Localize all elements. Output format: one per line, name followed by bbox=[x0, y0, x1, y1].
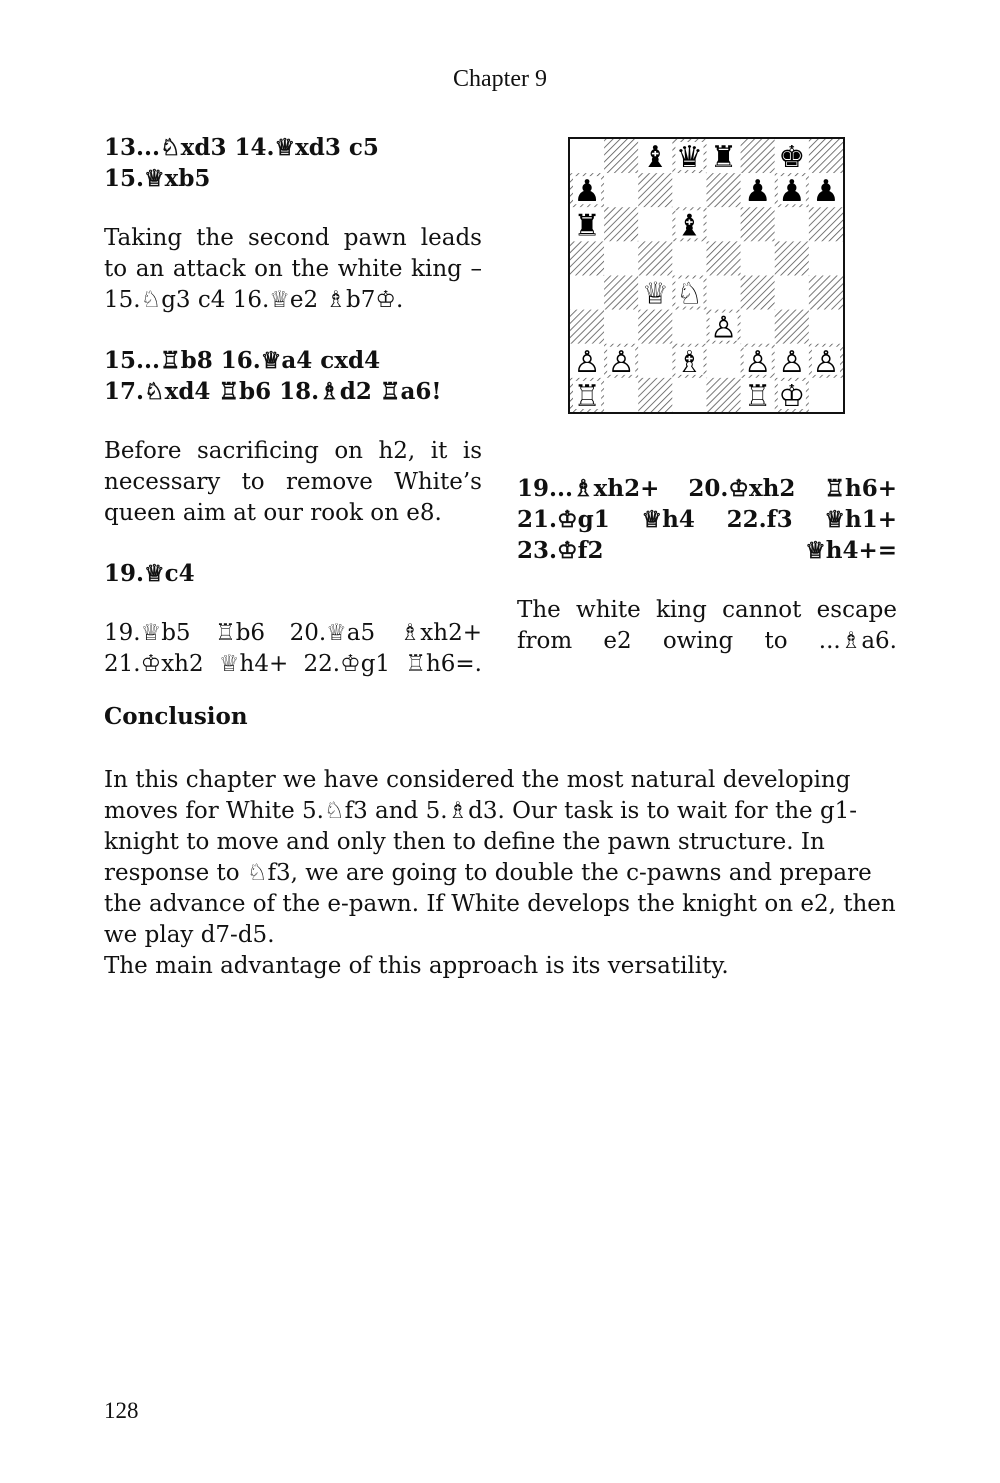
chess-piece-a7: ♟ bbox=[573, 174, 601, 210]
board-square-e7 bbox=[707, 173, 741, 207]
board-square-b5 bbox=[604, 241, 638, 275]
board-square-d7 bbox=[672, 173, 706, 207]
chess-piece-e8: ♜ bbox=[710, 140, 738, 176]
commentary-paragraph: The white king cannot escape from e2 owing to ...♗a6. bbox=[517, 597, 897, 654]
chess-piece-g8: ♚ bbox=[778, 140, 806, 176]
chess-piece-h2: ♙ bbox=[812, 344, 840, 380]
board-square-g3 bbox=[775, 310, 809, 344]
commentary-paragraph: Taking the second pawn leads to an attack on the white king – 15.♘g3 c4 16.♕e2 ♗b7♔. bbox=[104, 225, 482, 313]
board-square-b3 bbox=[604, 310, 638, 344]
conclusion-body bbox=[104, 765, 899, 982]
board-square-d1 bbox=[672, 378, 706, 412]
board-square-a4 bbox=[570, 276, 604, 310]
chess-piece-g7: ♟ bbox=[778, 174, 806, 210]
chess-piece-h7: ♟ bbox=[812, 174, 840, 210]
board-square-b7 bbox=[604, 173, 638, 207]
board-square-e5 bbox=[707, 241, 741, 275]
chess-piece-d4: ♘ bbox=[675, 276, 703, 312]
board-square-g5 bbox=[775, 241, 809, 275]
move-line-19-black: 19...♗xh2+ 20.♔xh2 ♖h6+ 21.♔g1 ♕h4 22.f3 ♕h1+ 23.♔f2 ♕h4+= bbox=[517, 475, 897, 564]
board-square-h4 bbox=[809, 276, 843, 310]
board-square-h8 bbox=[809, 139, 843, 173]
board-square-a8 bbox=[570, 139, 604, 173]
board-square-c2 bbox=[638, 344, 672, 378]
chess-piece-d2: ♗ bbox=[675, 344, 703, 380]
board-square-h6 bbox=[809, 207, 843, 241]
chess-piece-f2: ♙ bbox=[744, 344, 772, 380]
board-square-b4 bbox=[604, 276, 638, 310]
chess-diagram bbox=[568, 137, 845, 414]
board-square-e1 bbox=[707, 378, 741, 412]
chess-piece-g2: ♙ bbox=[778, 344, 806, 380]
chess-piece-d8: ♛ bbox=[675, 140, 703, 176]
chess-board bbox=[570, 139, 843, 412]
board-square-c1 bbox=[638, 378, 672, 412]
variation-paragraph: 19.♕b5 ♖b6 20.♕a5 ♗xh2+ 21.♔xh2 ♕h4+ 22.♔g1 ♖h6=. bbox=[104, 620, 482, 677]
conclusion-paragraph: In this chapter we have considered the most natural developing moves for White 5.♘f3 and 5.♗d3. Our task is to wait for the g1-knight to move and only then to define the pawn structure. In response to ♘f3, we are going to double the c-pawns and prepare the advance of the e-pawn. If White develops the knight on e2, then we play d7-d5. bbox=[104, 767, 896, 948]
chess-piece-c8: ♝ bbox=[641, 140, 669, 176]
move-line-13: 13...♘xd3 14.♕xd3 c5 15.♕xb5 bbox=[104, 134, 379, 192]
board-square-e6 bbox=[707, 207, 741, 241]
board-square-h5 bbox=[809, 241, 843, 275]
board-square-g4 bbox=[775, 276, 809, 310]
board-square-c3 bbox=[638, 310, 672, 344]
board-square-c7 bbox=[638, 173, 672, 207]
chess-piece-a1: ♖ bbox=[573, 378, 601, 412]
board-square-e4 bbox=[707, 276, 741, 310]
board-square-d5 bbox=[672, 241, 706, 275]
left-column bbox=[104, 132, 482, 709]
board-square-f3 bbox=[741, 310, 775, 344]
chess-piece-a6: ♜ bbox=[573, 208, 601, 244]
board-square-f6 bbox=[741, 207, 775, 241]
chess-piece-c4: ♕ bbox=[641, 276, 669, 312]
chess-piece-a2: ♙ bbox=[573, 344, 601, 380]
board-square-f8 bbox=[741, 139, 775, 173]
board-square-c5 bbox=[638, 241, 672, 275]
chess-piece-f7: ♟ bbox=[744, 174, 772, 210]
board-square-b8 bbox=[604, 139, 638, 173]
board-square-e2 bbox=[707, 344, 741, 378]
board-square-h3 bbox=[809, 310, 843, 344]
board-square-f4 bbox=[741, 276, 775, 310]
board-square-b6 bbox=[604, 207, 638, 241]
chapter-header: Chapter 9 bbox=[453, 66, 547, 92]
page-number: 128 bbox=[104, 1398, 139, 1423]
move-line-15: 15...♖b8 16.♕a4 cxd4 17.♘xd4 ♖b6 18.♗d2 ♖a6! bbox=[104, 347, 442, 405]
chess-piece-d6: ♝ bbox=[675, 208, 703, 244]
board-square-h1 bbox=[809, 378, 843, 412]
board-square-c6 bbox=[638, 207, 672, 241]
commentary-paragraph: Before sacrificing on h2, it is necessary to remove White’s queen aim at our rook on e8. bbox=[104, 438, 482, 526]
section-heading: Conclusion bbox=[104, 703, 248, 730]
conclusion-paragraph: The main advantage of this approach is its versatility. bbox=[104, 953, 729, 979]
chess-piece-b2: ♙ bbox=[607, 344, 635, 380]
move-line-19: 19.♕c4 bbox=[104, 560, 195, 587]
board-square-d3 bbox=[672, 310, 706, 344]
board-square-g6 bbox=[775, 207, 809, 241]
right-column bbox=[517, 473, 897, 686]
board-square-a5 bbox=[570, 241, 604, 275]
board-square-f5 bbox=[741, 241, 775, 275]
board-square-a3 bbox=[570, 310, 604, 344]
board-square-b1 bbox=[604, 378, 638, 412]
chess-piece-f1: ♖ bbox=[744, 378, 772, 412]
chess-piece-g1: ♔ bbox=[778, 378, 806, 412]
chess-piece-e3: ♙ bbox=[710, 310, 738, 346]
